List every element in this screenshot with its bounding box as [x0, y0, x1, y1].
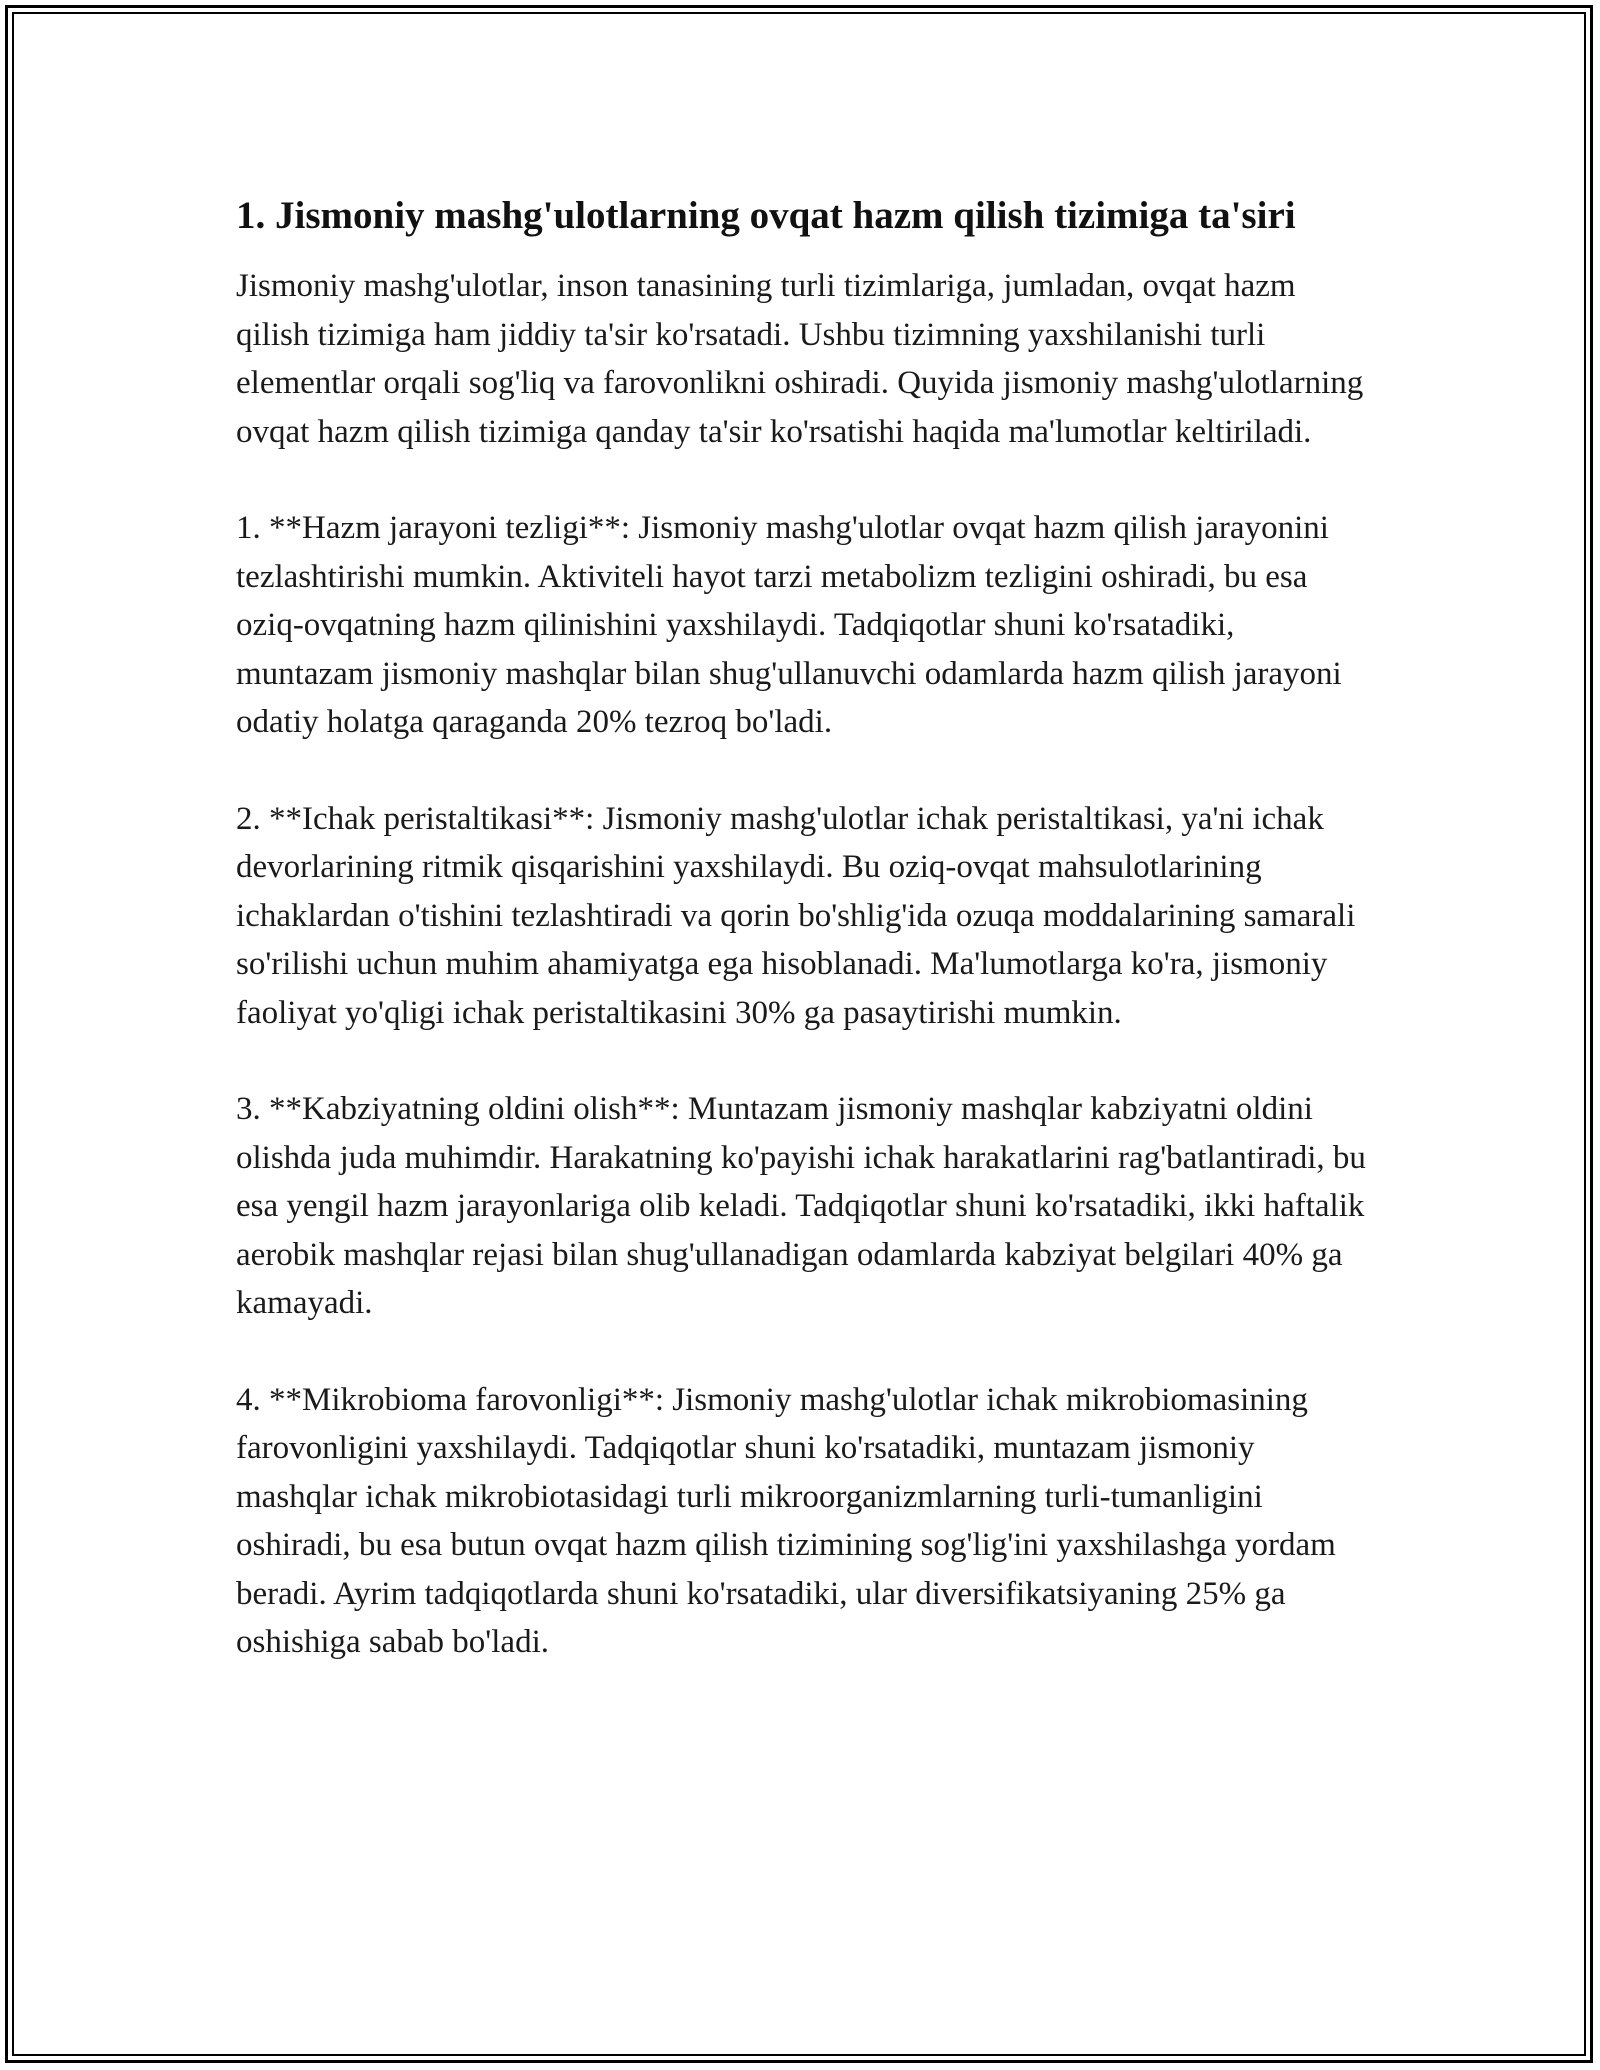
list-item-constipation-prevention: 3. **Kabziyatning oldini olish**: Muntazam jismoniy mashqlar kabziyatni oldini olishda juda muhimdir. Harakatning ko'payishi ichak harakatlarini rag'batlantiradi, bu esa yengil hazm jarayonlariga olib keladi. Tadqiqotlar shuni ko'rsatadiki, ikki haftalik aerobik mashqlar rejasi bilan shug'ullanadigan odamlarda kabziyat belgilari 40% ga kamayadi.: [236, 1091, 1366, 1321]
list-item-digestion-speed: 1. **Hazm jarayoni tezligi**: Jismoniy mashg'ulotlar ovqat hazm qilish jarayonini tezlashtirishi mumkin. Aktiviteli hayot tarzi metabolizm tezligini oshiradi, bu esa oziq-ovqatning hazm qilinishini yaxshilaydi. Tadqiqotlar shuni ko'rsatadiki, muntazam jismoniy mashqlar bilan shug'ullanuvchi odamlarda hazm qilish jarayoni odatiy holatga qaraganda 20% tezroq bo'ladi.: [236, 510, 1342, 740]
document-body: [236, 188, 1376, 1667]
list-item-microbiome: 4. **Mikrobioma farovonligi**: Jismoniy mashg'ulotlar ichak mikrobiomasining farovonligini yaxshilaydi. Tadqiqotlar shuni ko'rsatadiki, muntazam jismoniy mashqlar ichak mikrobiotasidagi turli mikroorganizmlarning turli-tumanligini oshiradi, bu esa butun ovqat hazm qilish tizimining sog'lig'ini yaxshilashga yordam beradi. Ayrim tadqiqotlarda shuni ko'rsatadiki, ular diversifikatsiyaning 25% ga oshishiga sabab bo'ladi.: [236, 1381, 1336, 1660]
list-item-peristalsis: 2. **Ichak peristaltikasi**: Jismoniy mashg'ulotlar ichak peristaltikasi, ya'ni ichak devorlarining ritmik qisqarishini yaxshilaydi. Bu oziq-ovqat mahsulotlarining ichaklardan o'tishini tezlashtiradi va qorin bo'shlig'ida ozuqa moddalarining samarali so'rilishi uchun muhim ahamiyatga ega hisoblanadi. Ma'lumotlarga ko'ra, jismoniy faoliyat yo'qligi ichak peristaltikasini 30% ga pasaytirishi mumkin.: [236, 800, 1356, 1031]
section-heading: 1. Jismoniy mashg'ulotlarning ovqat hazm qilish tizimiga ta'siri: [236, 194, 1296, 237]
intro-paragraph: Jismoniy mashg'ulotlar, inson tanasining turli tizimlariga, jumladan, ovqat hazm qilish tizimiga ham jiddiy ta'sir ko'rsatadi. Ushbu tizimning yaxshilanishi turli elementlar orqali sog'liq va farovonlikni oshiradi. Quyida jismoniy mashg'ulotlarning ovqat hazm qilish tizimiga qanday ta'sir ko'rsatishi haqida ma'lumotlar keltiriladi.: [236, 268, 1364, 450]
